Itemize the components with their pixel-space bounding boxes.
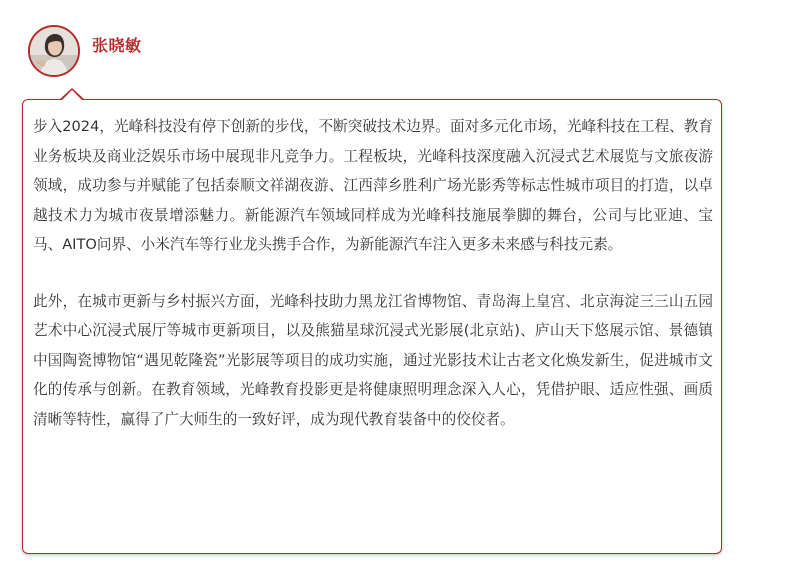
article-paragraph: 此外，在城市更新与乡村振兴方面，光峰科技助力黑龙江省博物馆、青岛海上皇宫、北京海淀三三山五园艺术中心沉浸式展厅等城市更新项目，以及熊猫星球沉浸式光影展(北京站)、庐山天下悠展示馆、景德镇中国陶瓷博物馆“遇见乾隆瓷”光影展等项目的成功实施，通过光影技术让古老文化焕发新生，促进城市文化的传承与创新。在教育领域，光峰教育投影更是将健康照明理念深入人心，凭借护眼、适应性强、画质清晰等特性，赢得了广大师生的一致好评，成为现代教育装备中的佼佼者。 [33, 292, 713, 428]
person-portrait-icon [30, 27, 78, 75]
article-paragraph: 步入2024，光峰科技没有停下创新的步伐，不断突破技术边界。面对多元化市场，光峰科技在工程、教育业务板块及商业泛娱乐市场中展现非凡竞争力。工程板块，光峰科技深度融入沉浸式艺术展览与文旅夜游领域，成功参与并赋能了包括泰顺文祥湖夜游、江西萍乡胜利广场光影秀等标志性城市项目的打造，以卓越技术力为城市夜景增添魅力。新能源汽车领域同样成为光峰科技施展拳脚的舞台，公司与比亚迪、宝马、AITO问界、小米汽车等行业龙头携手合作，为新能源汽车注入更多未来感与科技元素。 [33, 118, 713, 253]
author-name: 张晓敏 [92, 36, 142, 55]
article-body [33, 112, 713, 434]
avatar[interactable] [28, 25, 80, 77]
article-bubble [22, 99, 722, 554]
bubble-tail [59, 88, 85, 100]
